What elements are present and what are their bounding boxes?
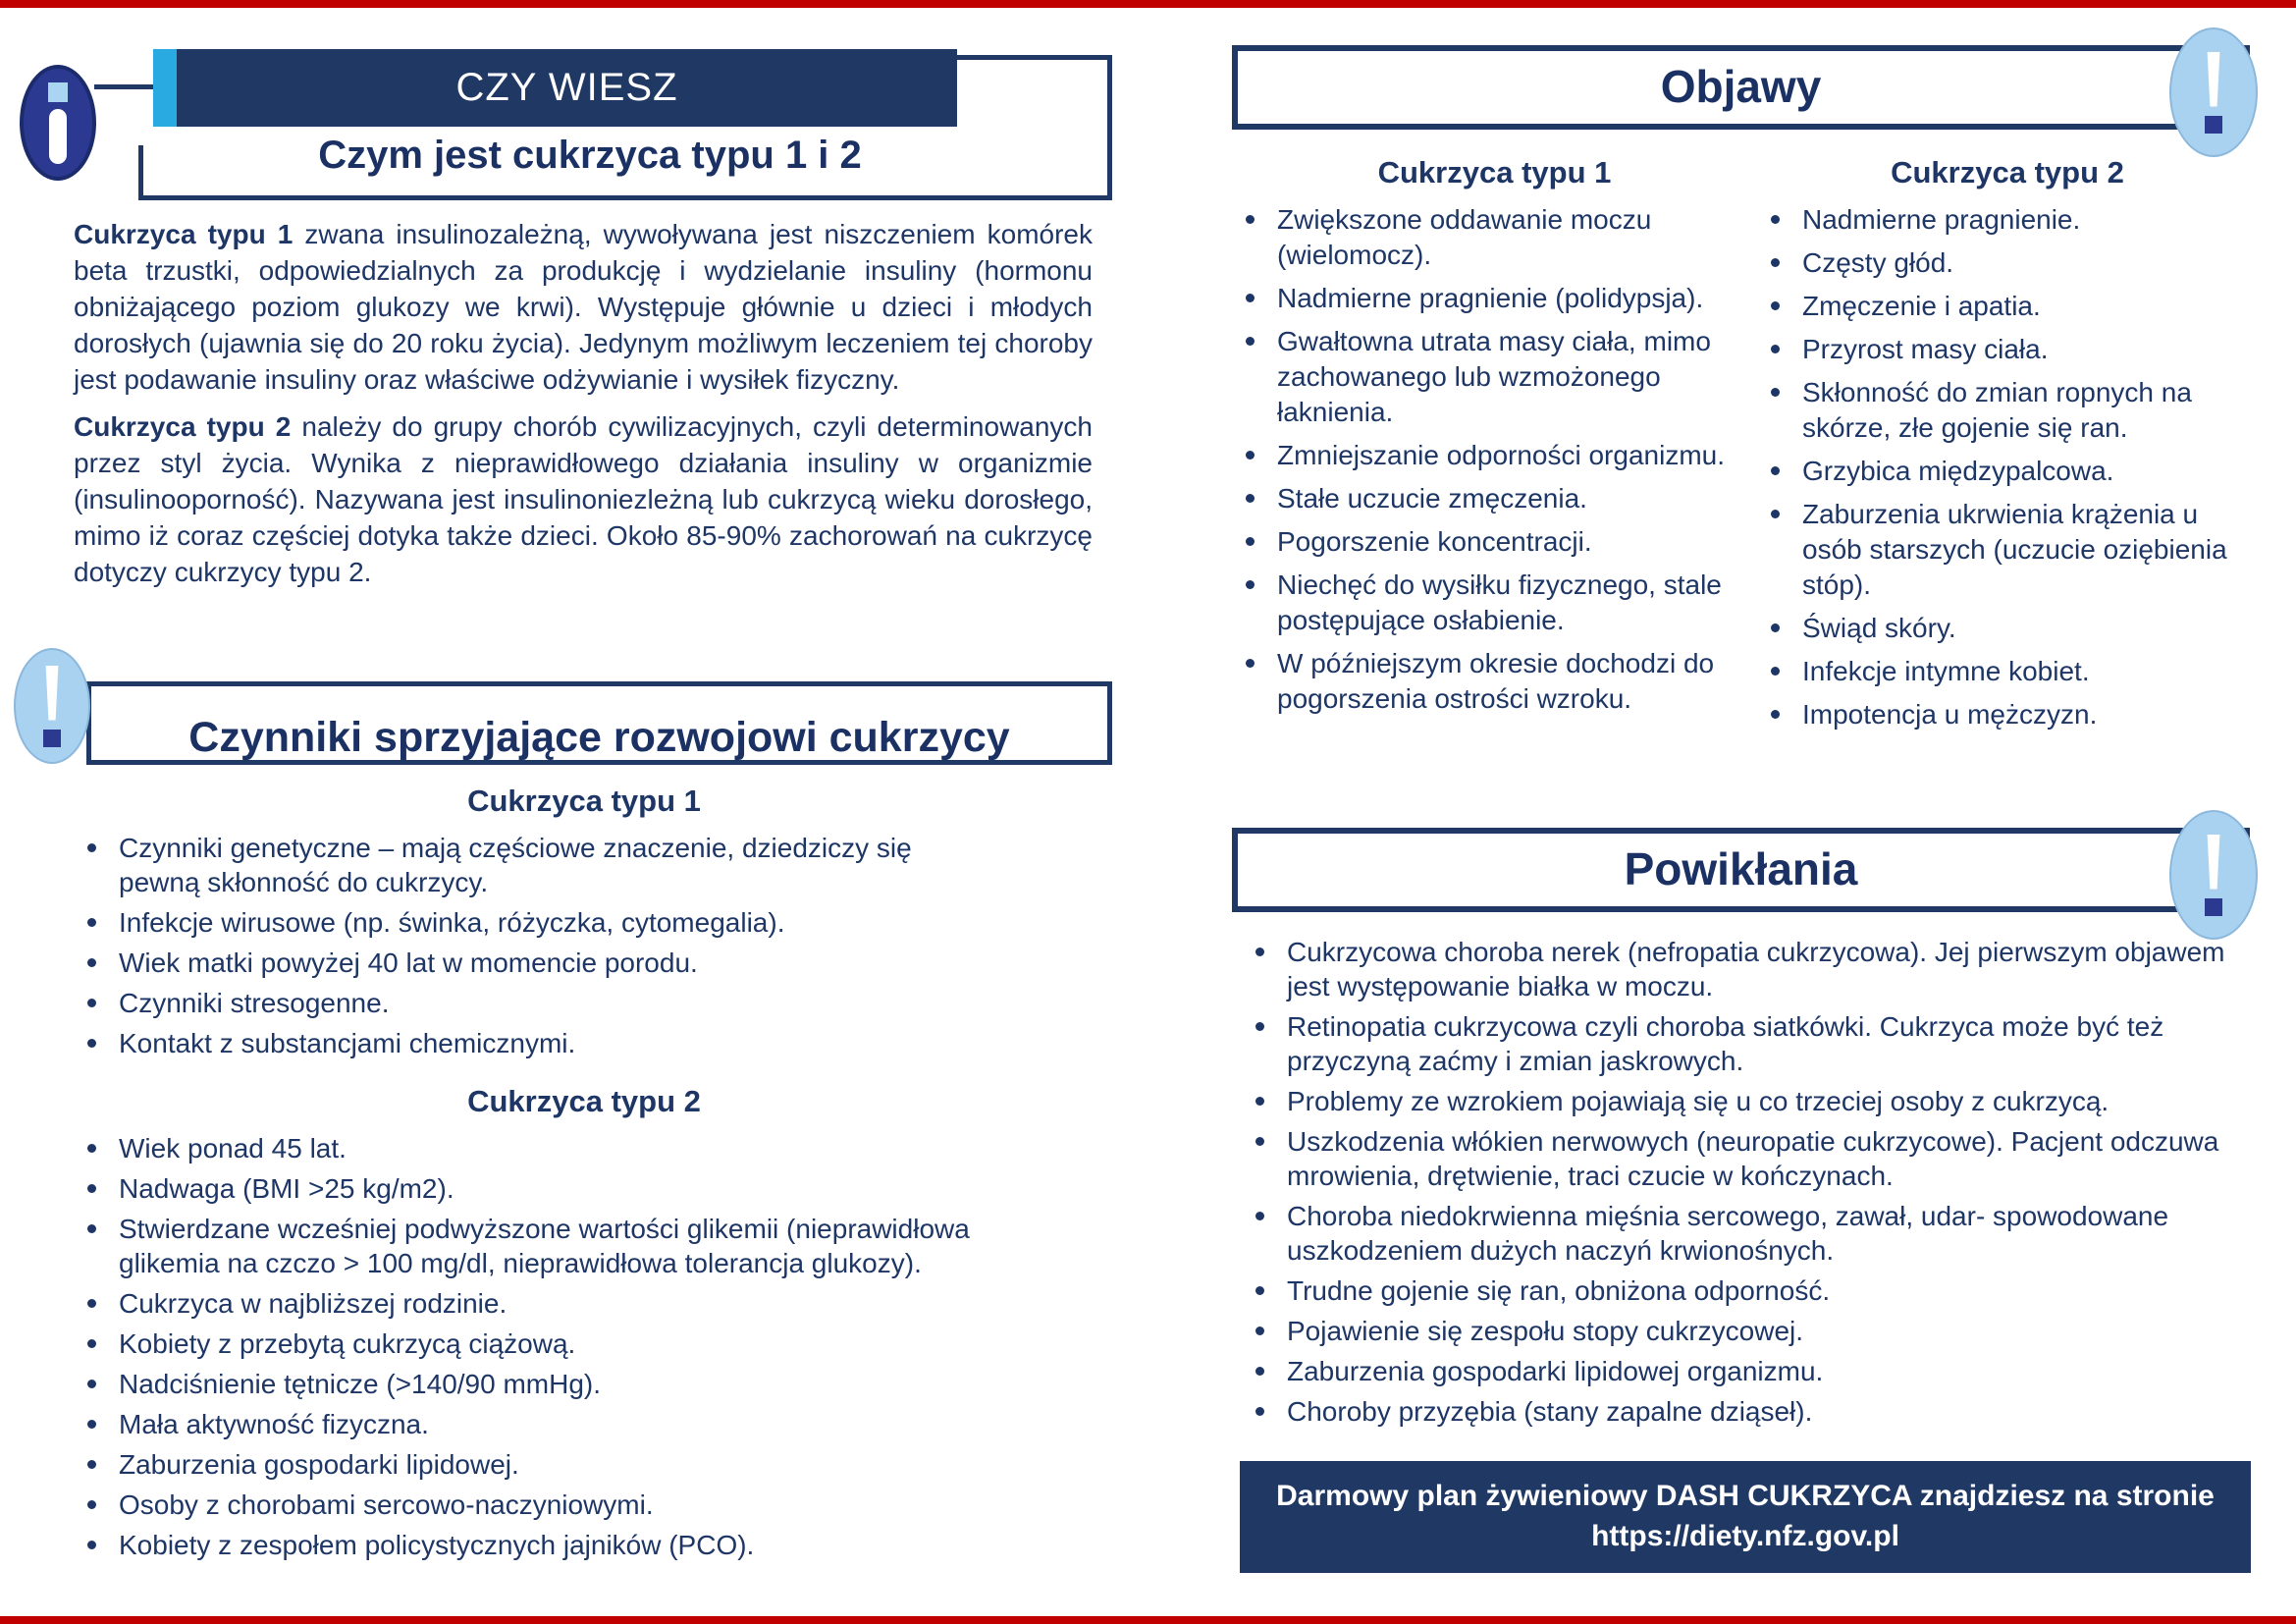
section-title-symptoms: Objawy (1660, 61, 1822, 112)
list-item-text: Impotencja u mężczyzn. (1802, 699, 2098, 730)
list-item (74, 1212, 1060, 1280)
list-item (74, 831, 977, 899)
list-item-text: Świąd skóry. (1802, 613, 1956, 643)
list-item-text: Kobiety z przebytą cukrzycą ciążową. (119, 1328, 576, 1359)
list-item (1757, 245, 2238, 281)
paragraph-lead: Cukrzyca typu 1 (74, 219, 294, 249)
list-item-text: Gwałtowna utrata masy ciała, mimo zachowanego lub wzmożonego łaknienia. (1277, 326, 1711, 427)
list-item-text: Trudne gojenie się ran, obniżona odporność. (1287, 1275, 1831, 1306)
list-item-text: Retinopatia cukrzycowa czyli choroba siatkówki. Cukrzyca może być też przyczyną zaćmy i zmian jaskrowych. (1287, 1011, 2164, 1076)
list-item-text: Cukrzyca w najbliższej rodzinie. (119, 1288, 507, 1319)
exclamation-icon-stem (2204, 52, 2223, 107)
list-item-text: Wiek matki powyżej 40 lat w momencie porodu. (119, 947, 698, 978)
list-item-text: Zwiększone oddawanie moczu (wielomocz). (1277, 204, 1652, 270)
section-title-complications: Powikłania (1624, 843, 1858, 894)
info-icon (20, 65, 96, 181)
list-item (74, 1367, 1060, 1401)
list-item-text: Cukrzycowa choroba nerek (nefropatia cukrzycowa). Jej pierwszym objawem jest występowanie białka w moczu. (1287, 937, 2225, 1001)
list-item (74, 1026, 977, 1060)
type2-factors-list (74, 1131, 1060, 1562)
list-item-text: W późniejszym okresie dochodzi do pogorszenia ostrości wzroku. (1277, 648, 1715, 714)
list-item (74, 1131, 1060, 1165)
list-item (1757, 497, 2238, 603)
list-item-text: Uszkodzenia włókien nerwowych (neuropatie cukrzycowe). Pacjent odczuwa mrowienia, drętwienie, traci czucie w kończynach. (1287, 1126, 2219, 1191)
list-item (1757, 202, 2238, 238)
list-item (1232, 646, 1742, 717)
list-item-text: Zaburzenia ukrwienia krążenia u osób starszych (uczucie oziębienia stóp). (1802, 499, 2227, 600)
exclamation-icon-dot (2205, 898, 2222, 916)
list-item (74, 1326, 1060, 1361)
list-item (1232, 568, 1742, 638)
symptoms-header-box (1232, 45, 2250, 130)
right-column (1232, 0, 2258, 1624)
list-item-text: Grzybica międzypalcowa. (1802, 456, 2114, 486)
list-item (1757, 611, 2238, 646)
title-box-right-edge (1107, 55, 1112, 200)
exclamation-icon (2169, 810, 2258, 940)
list-item-text: Kontakt z substancjami chemicznymi. (119, 1028, 576, 1058)
subheading-type1: Cukrzyca typu 1 (467, 784, 701, 818)
list-item-text: Czynniki genetyczne – mają częściowe znaczenie, dziedziczy się pewną skłonność do cukrzycy. (119, 833, 912, 897)
exclamation-icon (14, 648, 90, 764)
factors-content (74, 784, 1095, 1568)
banner-accent-square (153, 49, 177, 127)
list-item-text: Przyrost masy ciała. (1802, 334, 2049, 364)
list-item (74, 986, 977, 1020)
list-item (74, 1286, 1060, 1321)
symptoms-columns (1232, 155, 2258, 740)
connector-line (94, 84, 155, 89)
symptoms-type2-list (1757, 202, 2238, 732)
title-box-top-edge (955, 55, 1112, 60)
list-item-text: Zmniejszanie odporności organizmu. (1277, 440, 1725, 470)
list-item (1232, 481, 1742, 516)
list-item-text: Infekcje intymne kobiet. (1802, 656, 2090, 686)
exclamation-icon-dot (2205, 116, 2222, 134)
list-item-text: Choroba niedokrwienna mięśnia sercowego, zawał, udar- spowodowane uszkodzeniem dużych naczyń krwionośnych. (1287, 1201, 2169, 1266)
list-item-text: Pogorszenie koncentracji. (1277, 526, 1592, 557)
czy-wiesz-banner (177, 49, 957, 127)
list-item (74, 1447, 1060, 1482)
intro-paragraphs (74, 216, 1093, 601)
title-underline (138, 195, 1112, 200)
list-item-text: Stałe uczucie zmęczenia. (1277, 483, 1587, 514)
list-item-text: Czynniki stresogenne. (119, 988, 390, 1018)
paragraph-text: zwana insulinozależną, wywoływana jest niszczeniem komórek beta trzustki, odpowiedzialnych za produkcję i wydzielanie insuliny (hormonu obniżającego poziom glukozy we krwi). Występuje głównie u dzieci i młodych dorosłych (ujawnia się do 20 roku życia). Jedynym możliwym leczeniem tej choroby jest podawanie insuliny oraz właściwe odżywianie i wysiłek fizyczny. (74, 219, 1093, 395)
list-item-text: Zaburzenia gospodarki lipidowej. (119, 1449, 519, 1480)
list-item (1757, 654, 2238, 689)
list-item-text: Kobiety z zespołem policystycznych jajników (PCO). (119, 1530, 755, 1560)
list-item (74, 905, 977, 940)
exclamation-icon-stem (2204, 835, 2223, 890)
list-item (1242, 1124, 2253, 1193)
intro-paragraph-type1 (74, 216, 1093, 398)
list-item (1232, 281, 1742, 316)
list-item (1757, 375, 2238, 446)
list-item-text: Nadwaga (BMI >25 kg/m2). (119, 1173, 454, 1204)
list-item-text: Osoby z chorobami sercowo-naczyniowymi. (119, 1489, 654, 1520)
intro-paragraph-type2 (74, 408, 1093, 590)
list-item (1242, 1394, 2253, 1429)
list-item-text: Niechęć do wysiłku fizycznego, stale postępujące osłabienie. (1277, 569, 1722, 635)
factors-title-box (86, 681, 1112, 765)
list-item-text: Mała aktywność fizyczna. (119, 1409, 429, 1439)
list-item (74, 1528, 1060, 1562)
list-item (1242, 1084, 2253, 1118)
exclamation-icon (2169, 27, 2258, 157)
list-item-text: Stwierdzane wcześniej podwyższone wartości glikemii (nieprawidłowa glikemia na czczo > 100 mg/dl, nieprawidłowa tolerancja glukozy). (119, 1214, 970, 1278)
section-title-risk-factors: Czynniki sprzyjające rozwojowi cukrzycy (188, 714, 1010, 761)
list-item-text: Skłonność do zmian ropnych na skórze, złe gojenie się ran. (1802, 377, 2192, 443)
list-item (1242, 1199, 2253, 1268)
list-item-text: Częsty głód. (1802, 247, 1954, 278)
list-item (74, 1407, 1060, 1441)
footer-text: Darmowy plan żywieniowy DASH CUKRZYCA znajdziesz na stronie (1276, 1480, 2215, 1512)
info-icon-stem (49, 109, 67, 164)
list-item (1757, 697, 2238, 732)
paragraph-text: należy do grupy chorób cywilizacyjnych, czyli determinowanych przez styl życia. Wynika z nieprawidłowego działania insuliny w organizmie (insulinooporność). Nazywana jest insulinoniezleżną lub cukrzycą wieku dorosłego, mimo iż coraz częściej dotyka także dzieci. Około 85-90% zachorowań na cukrzycę dotyczy cukrzycy typu 2. (74, 411, 1094, 587)
list-item (1242, 1354, 2253, 1388)
list-item (1242, 1314, 2253, 1348)
list-item (74, 1171, 1060, 1206)
symptoms-type2-column (1757, 155, 2258, 740)
list-item-text: Nadmierne pragnienie. (1802, 204, 2081, 235)
footer-link-box (1240, 1461, 2251, 1573)
list-item (1232, 524, 1742, 560)
list-item-text: Choroby przyzębia (stany zapalne dziąseł). (1287, 1396, 1813, 1427)
type1-factors-list (74, 831, 977, 1060)
list-item (1757, 332, 2238, 367)
list-item-text: Infekcje wirusowe (np. świnka, różyczka, cytomegalia). (119, 907, 785, 938)
list-item (1757, 454, 2238, 489)
symptoms-type1-list (1232, 202, 1742, 717)
list-item (1232, 438, 1742, 473)
list-item (1232, 202, 1742, 273)
section-title-what-is-diabetes: Czym jest cukrzyca typu 1 i 2 (318, 134, 862, 177)
list-item-text: Zmęczenie i apatia. (1802, 291, 2041, 321)
symptoms-type1-column (1232, 155, 1757, 740)
diet-plan-link[interactable]: https://diety.nfz.gov.pl (1591, 1520, 1899, 1552)
paragraph-lead: Cukrzyca typu 2 (74, 411, 292, 442)
subheading-type1: Cukrzyca typu 1 (1377, 155, 1612, 189)
list-item (1757, 289, 2238, 324)
list-item-text: Nadmierne pragnienie (polidypsja). (1277, 283, 1704, 313)
list-item (1242, 1009, 2253, 1078)
list-item-text: Pojawienie się zespołu stopy cukrzycowej. (1287, 1316, 1804, 1346)
complications-header-box (1232, 828, 2250, 912)
list-item (74, 1488, 1060, 1522)
exclamation-icon-stem (42, 666, 62, 721)
list-item-text: Wiek ponad 45 lat. (119, 1133, 347, 1164)
list-item (1242, 1273, 2253, 1308)
exclamation-icon-dot (43, 730, 61, 747)
banner-label: CZY WIESZ (455, 66, 678, 109)
list-item (1232, 324, 1742, 430)
complications-list (1242, 935, 2253, 1435)
subheading-type2: Cukrzyca typu 2 (1891, 155, 2124, 189)
list-item (74, 946, 977, 980)
list-item (1242, 935, 2253, 1003)
info-icon-dot (48, 82, 68, 102)
list-item-text: Problemy ze wzrokiem pojawiają się u co trzeciej osoby z cukrzycą. (1287, 1086, 2109, 1116)
list-item-text: Nadciśnienie tętnicze (>140/90 mmHg). (119, 1369, 602, 1399)
subheading-type2: Cukrzyca typu 2 (467, 1084, 701, 1118)
list-item-text: Zaburzenia gospodarki lipidowej organizmu. (1287, 1356, 1824, 1386)
